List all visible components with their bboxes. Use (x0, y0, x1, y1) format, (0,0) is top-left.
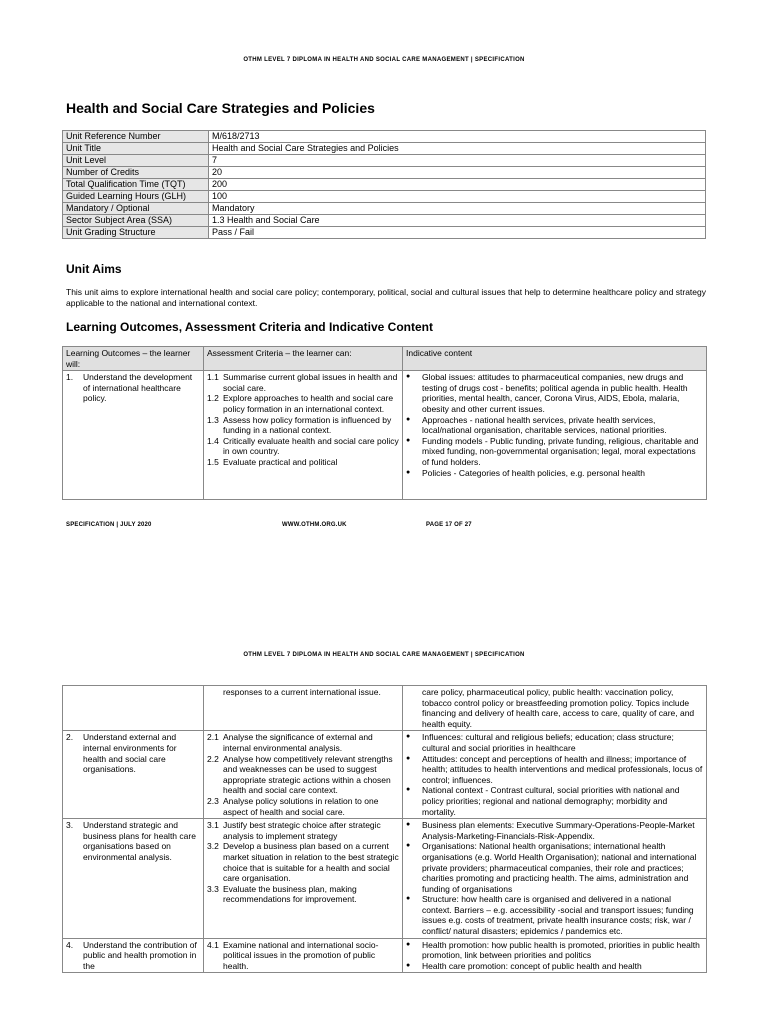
indicative-content-item: ● Policies - Categories of health policies, e.g. personal health (406, 467, 646, 478)
unit-info-value: Mandatory (209, 203, 706, 215)
unit-info-value: M/618/2713 (209, 131, 706, 143)
learning-outcomes-table (62, 346, 707, 500)
unit-info-row (63, 167, 706, 179)
table-row (63, 819, 707, 939)
unit-info-table (62, 130, 706, 239)
unit-info-label: Unit Reference Number (63, 131, 209, 143)
running-header: OTHM LEVEL 7 DIPLOMA IN HEALTH AND SOCIAL CARE MANAGEMENT | SPECIFICATION (243, 652, 525, 658)
learning-outcome: 4. Understand the contribution of public and health promotion in the (66, 939, 197, 971)
bullet-icon: ● (406, 961, 411, 969)
assessment-criterion: 2.3 Analyse policy solutions in relation to one aspect of health and social care. (207, 795, 379, 817)
indicative-content-item: ● Attitudes: concept and perceptions of health and illness; importance of health; attitudes to health interventions and medical professionals, locus of control; influences. (406, 753, 703, 785)
bullet-icon: ● (406, 842, 411, 850)
indicative-content-item: ● Health promotion: how public health is promoted, priorities in public health promotion, link between priorities and politics (406, 939, 700, 961)
unit-info-row (63, 227, 706, 239)
assessment-criterion: 3.2 Develop a business plan based on a current market situation in relation to the best strategic choice that is suitable for a health and social care organisation. (207, 841, 399, 884)
unit-info-label: Number of Credits (63, 167, 209, 179)
table-row (63, 731, 707, 819)
unit-info-label: Unit Title (63, 143, 209, 155)
unit-info-row (63, 143, 706, 155)
column-header-learning-outcomes: Learning Outcomes – the learner will: (63, 347, 204, 371)
learning-outcomes-heading: Learning Outcomes, Assessment Criteria and Indicative Content (66, 320, 433, 334)
indicative-content-item: care policy, pharmaceutical policy, public health: vaccination policy, tobacco control policy or breastfeeding promotion policy. Topics include financing and delivery of health care, access to care, quality of care, and health equity. (422, 687, 695, 729)
bullet-icon: ● (406, 415, 411, 423)
footer-website-link[interactable]: WWW.OTHM.ORG.UK (282, 522, 347, 528)
column-header-indicative-content: Indicative content (403, 347, 707, 371)
assessment-criterion: 3.1 Justify best strategic choice after strategic analysis to implement strategy (207, 820, 381, 841)
footer-page-number: PAGE 17 OF 27 (426, 522, 472, 528)
unit-info-label: Unit Level (63, 155, 209, 167)
unit-info-row (63, 191, 706, 203)
indicative-content-item: ● Business plan elements: Executive Summary-Operations-People-Market Analysis-Marketing-Financials-Risk-Appendix. (406, 820, 695, 841)
unit-info-value: 200 (209, 179, 706, 191)
bullet-icon: ● (406, 373, 411, 381)
unit-info-value: Pass / Fail (209, 227, 706, 239)
indicative-content-item: ● Approaches - national health services, private health services, local/national organisation, charitable services, national priorities. (406, 414, 667, 436)
assessment-criterion: 1.3 Assess how policy formation is influenced by funding in a national context. (207, 414, 392, 436)
learning-outcome: 1. Understand the development of international healthcare policy. (66, 372, 193, 404)
unit-info-row (63, 155, 706, 167)
indicative-content-item: ● Funding models - Public funding, private funding, religious, charitable and mixed funding, non-governmental organisation; legal, moral expectations of fund holders. (406, 435, 699, 467)
bullet-icon: ● (406, 786, 411, 794)
unit-info-label: Total Qualification Time (TQT) (63, 179, 209, 191)
assessment-criterion: 2.1 Analyse the significance of external and internal environmental analysis. (207, 732, 373, 753)
unit-info-value: 7 (209, 155, 706, 167)
bullet-icon: ● (406, 468, 411, 476)
unit-info-label: Sector Subject Area (SSA) (63, 215, 209, 227)
unit-info-value: 1.3 Health and Social Care (209, 215, 706, 227)
table-row (63, 938, 707, 973)
bullet-icon: ● (406, 821, 411, 829)
bullet-icon: ● (406, 436, 411, 444)
assessment-criterion: responses to a current international issue. (223, 687, 381, 697)
indicative-content-item: ● National context - Contrast cultural, social priorities with national and policy priorities; regional and national demography; morbidity and mortality. (406, 785, 680, 817)
assessment-criterion: 1.5 Evaluate practical and political (207, 456, 338, 467)
learning-outcomes-table-continued (62, 685, 707, 973)
unit-info-row (63, 203, 706, 215)
table-row (63, 686, 707, 731)
footer-date: SPECIFICATION | JULY 2020 (66, 522, 152, 528)
unit-title-heading: Health and Social Care Strategies and Policies (66, 100, 375, 116)
page-18 (0, 612, 768, 1024)
indicative-content-item: ● Influences: cultural and religious beliefs; education; class structure; cultural and social priorities in healthcare (406, 732, 674, 753)
unit-info-row (63, 215, 706, 227)
assessment-criterion: 4.1 Examine national and international socio-political issues in the promotion of public health. (207, 939, 379, 971)
column-header-assessment-criteria: Assessment Criteria – the learner can: (204, 347, 403, 371)
unit-aims-text: This unit aims to explore international health and social care policy; contemporary, political, social and cultural issues that help to determine healthcare policy and strategy applicable to the national and international context. (66, 287, 706, 308)
assessment-criterion: 1.1 Summarise current global issues in health and social care. (207, 372, 398, 393)
indicative-content-item: ● Health care promotion: concept of public health and health (406, 960, 642, 971)
assessment-criterion: 3.3 Evaluate the business plan, making recommendations for improvement. (207, 883, 357, 905)
assessment-criterion: 1.2 Explore approaches to health and social care policy formation in an international context. (207, 393, 394, 414)
assessment-criterion: 1.4 Critically evaluate health and social care policy in own country. (207, 435, 399, 457)
bullet-icon: ● (406, 895, 411, 903)
learning-outcome: 3. Understand strategic and business plans for health care organisations based on environmental analysis. (66, 820, 196, 862)
bullet-icon: ● (406, 733, 411, 741)
table-row (63, 371, 707, 500)
unit-info-value: Health and Social Care Strategies and Policies (209, 143, 706, 155)
unit-info-label: Guided Learning Hours (GLH) (63, 191, 209, 203)
indicative-content-item: ● Organisations: National health organisations; international health organisations (e.g. World Health Organisation); national and international private providers; pharmaceutical companies, their role and practices; charities promoting and practicing health. The aims, administration and funding of organisations (406, 841, 697, 894)
unit-info-value: 100 (209, 191, 706, 203)
indicative-content-item: ● Global issues: attitudes to pharmaceutical companies, new drugs and testing of drugs cost - benefits; political agenda in public health. Health priorities, mental health, cancer, Corona Virus, AIDS, Ebola, malaria, obesity and other current issues. (406, 372, 688, 414)
indicative-content-item: ● Structure: how health care is organised and delivered in a national context. Barriers – e.g. accessibility -social and transport issues; funding issues e.g. costs of treatment, private health insurance costs; risk, war / conflict/ natural disasters; epidemics / pandemics etc. (406, 894, 694, 937)
unit-info-label: Unit Grading Structure (63, 227, 209, 239)
learning-outcome: 2. Understand external and internal environments for health and social care organisations. (66, 732, 177, 775)
unit-info-value: 20 (209, 167, 706, 179)
bullet-icon: ● (406, 940, 411, 948)
assessment-criterion: 2.2 Analyse how competitively relevant strengths and weaknesses can be used to suggest appropriate strategic actions within a chosen health and social care context. (207, 753, 393, 796)
running-header: OTHM LEVEL 7 DIPLOMA IN HEALTH AND SOCIAL CARE MANAGEMENT | SPECIFICATION (243, 57, 525, 63)
unit-aims-heading: Unit Aims (66, 262, 122, 276)
unit-info-row (63, 131, 706, 143)
unit-info-label: Mandatory / Optional (63, 203, 209, 215)
bullet-icon: ● (406, 754, 411, 762)
unit-info-row (63, 179, 706, 191)
